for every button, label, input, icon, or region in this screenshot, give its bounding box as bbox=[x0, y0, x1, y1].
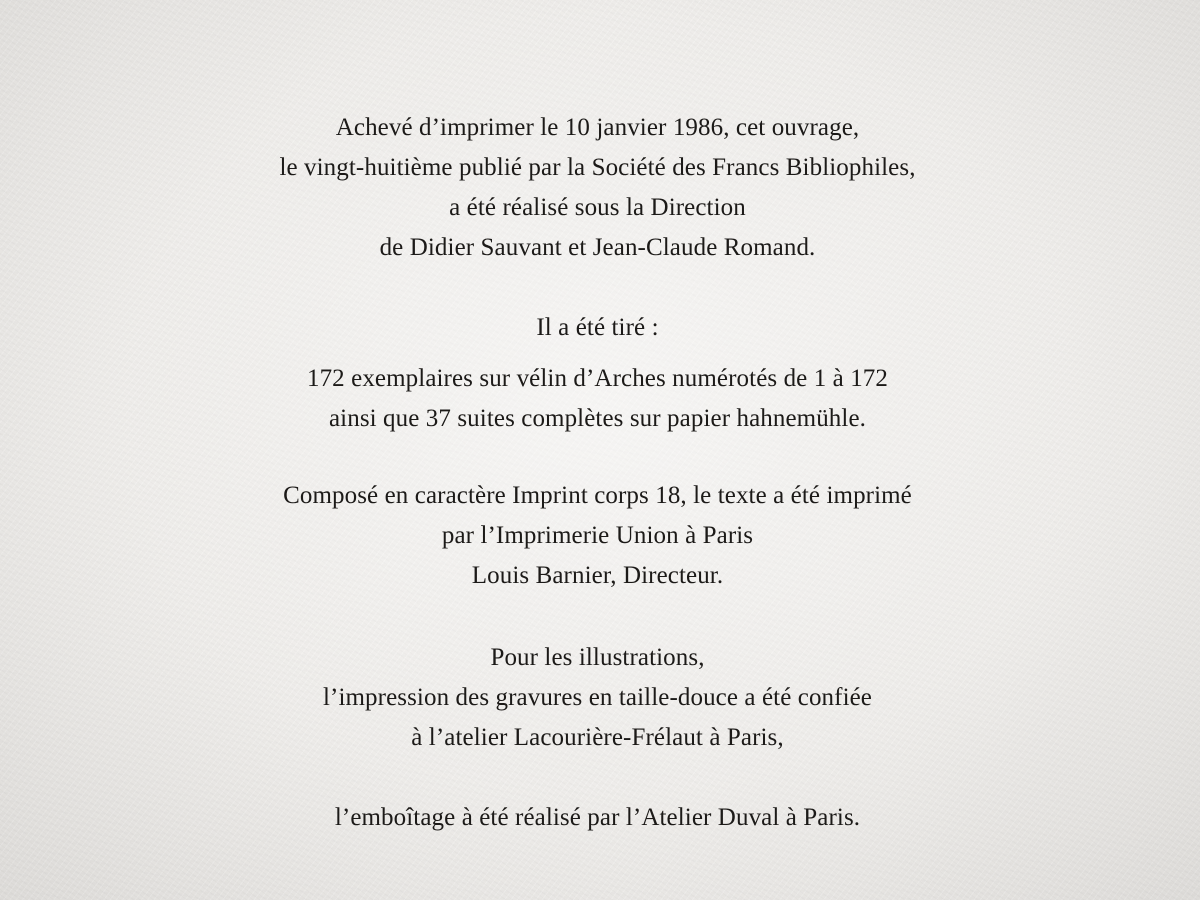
typesetting-line-2: par l’Imprimerie Union à Paris bbox=[441, 522, 754, 549]
print-run-line-2: ainsi que 37 suites complètes sur papier hahnemühle. bbox=[328, 405, 866, 432]
production-line-3: a été réalisé sous la Direction bbox=[449, 194, 746, 221]
production-line-2: le vingt-huitième publié par la Société des Francs Bibliophiles, bbox=[279, 154, 916, 181]
print-run-line-1: 172 exemplaires sur vélin d’Arches numérotés de 1 à 172 bbox=[306, 365, 889, 392]
illustrations-line-3: à l’atelier Lacourière-Frélaut à Paris, bbox=[411, 724, 784, 751]
production-line-1: Achevé d’imprimer le 10 janvier 1986, cet ouvrage, bbox=[335, 114, 860, 141]
binding-line: l’emboîtage à été réalisé par l’Atelier Duval à Paris. bbox=[334, 804, 861, 831]
typesetting-line-3: Louis Barnier, Directeur. bbox=[471, 562, 724, 589]
typesetting-line-1: Composé en caractère Imprint corps 18, le texte a été imprimé bbox=[283, 482, 912, 509]
illustrations-line-1: Pour les illustrations, bbox=[490, 644, 705, 671]
illustrations-line-2: l’impression des gravures en taille-douce a été confiée bbox=[322, 684, 873, 711]
print-run-heading: Il a été tiré : bbox=[536, 314, 659, 341]
production-line-4: de Didier Sauvant et Jean-Claude Romand. bbox=[379, 234, 816, 261]
